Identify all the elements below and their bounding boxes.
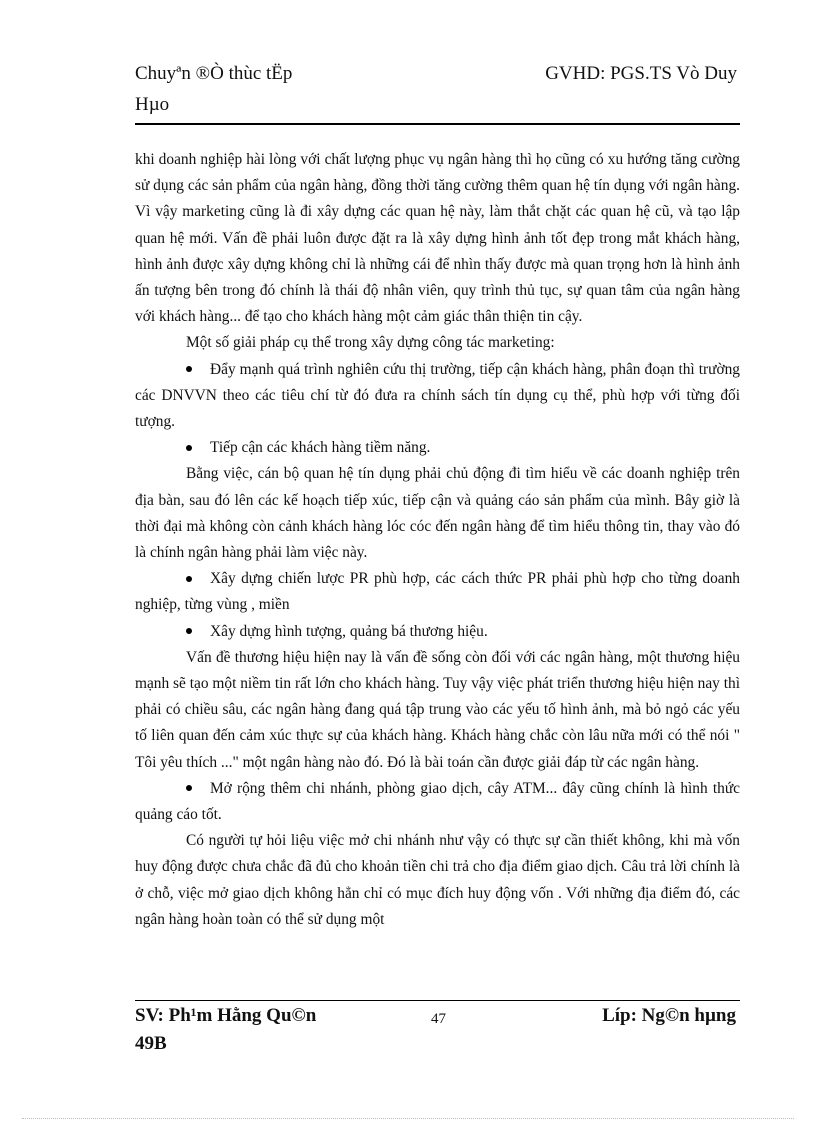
header-title-line1: Chuyªn ®Ò thùc tËp bbox=[135, 63, 293, 84]
bullet-icon bbox=[186, 366, 192, 372]
header-divider bbox=[135, 123, 740, 125]
bullet-item-1 bbox=[135, 357, 740, 436]
page-header bbox=[135, 58, 737, 122]
paragraph-3: Bằng việc, cán bộ quan hệ tín dụng phải chủ động đi tìm hiểu về các doanh nghiệp trên địa bàn, sau đó lên các kế hoạch tiếp xúc, tiếp cận và quảng cáo sản phẩm của mình. Bây giờ là thời đại mà không còn cảnh khách hàng lóc cóc đến ngân hàng để tìm hiểu thông tin, thay vào đó là chính ngân hàng phải làm việc này. bbox=[135, 465, 740, 562]
bullet-text-1: Đẩy mạnh quá trình nghiên cứu thị trường, tiếp cận khách hàng, phân đoạn thì trường các DNVVN theo các tiêu chí từ đó đưa ra chính sách tín dụng cụ thể, phù hợp với từng đối tượng. bbox=[135, 360, 740, 431]
bullet-icon bbox=[186, 628, 192, 634]
page-bottom-border bbox=[22, 1118, 794, 1119]
bullet-icon bbox=[186, 445, 192, 451]
header-title-line2: Hµo bbox=[135, 94, 170, 115]
header-advisor: GVHD: PGS.TS Vò Duy bbox=[545, 63, 737, 84]
footer-divider bbox=[135, 1000, 740, 1001]
bullet-text-3: Xây dựng chiến lược PR phù hợp, các cách thức PR phải phù hợp cho từng doanh nghiệp, từng vùng , miền bbox=[135, 570, 740, 614]
bullet-item-2 bbox=[135, 435, 740, 461]
footer-student-line1: SV: Ph¹m Hằng Qu©n bbox=[135, 1005, 317, 1026]
footer-student bbox=[135, 1002, 316, 1058]
bullet-item-5 bbox=[135, 776, 740, 828]
document-body bbox=[135, 147, 740, 933]
paragraph-2: Một số giải pháp cụ thể trong xây dựng công tác marketing: bbox=[186, 334, 555, 352]
bullet-text-2: Tiếp cận các khách hàng tiềm năng. bbox=[210, 439, 431, 457]
header-left bbox=[135, 58, 292, 120]
bullet-item-3 bbox=[135, 566, 740, 618]
paragraph-5: Có người tự hỏi liệu việc mở chi nhánh như vậy có thực sự cần thiết không, khi mà vốn huy động được chưa chắc đã đủ cho khoản tiền chi trả cho địa điểm giao dịch. Câu trả lời chính là ở chỗ, việc mở giao dịch không hẳn chỉ có mục đích huy động vốn . Với những địa điểm đó, các ngân hàng hoàn toàn có thể sử dụng một bbox=[135, 832, 740, 928]
footer-student-line2: 49B bbox=[135, 1033, 167, 1054]
bullet-icon bbox=[186, 576, 192, 582]
bullet-item-4 bbox=[135, 619, 740, 645]
footer-class: Líp: Ng©n hµng bbox=[602, 1005, 736, 1026]
bullet-text-4: Xây dựng hình tượng, quảng bá thương hiệu. bbox=[210, 622, 488, 640]
bullet-icon bbox=[186, 785, 192, 791]
paragraph-4: Vấn đề thương hiệu hiện nay là vấn đề sống còn đối với các ngân hàng, một thương hiệu mạnh sẽ tạo một niềm tin rất lớn cho khách hàng. Tuy vậy việc phát triển thương hiệu hiện nay thì phải có chiều sâu, các ngân hàng đang quá tập trung vào các yếu tố hình ảnh, mà bỏ ngỏ các yếu tố liên quan đến cảm xúc thực sự của khách hàng. Khách hàng chắc còn lâu nữa mới có thể nói " Tôi yêu thích ..." một ngân hàng nào đó. Đó là bài toán cần được giải đáp từ các ngân hàng. bbox=[135, 648, 740, 771]
bullet-text-5: Mở rộng thêm chi nhánh, phòng giao dịch, cây ATM... đây cũng chính là hình thức quảng cáo tốt. bbox=[135, 779, 740, 824]
paragraph-1: khi doanh nghiệp hài lòng với chất lượng phục vụ ngân hàng thì họ cũng có xu hướng tăng cường sử dụng các sản phẩm của ngân hàng, đồng thời tăng cường thêm quan hệ tín dụng với ngân hàng. Vì vậy marketing cũng là đi xây dựng các quan hệ này, làm thắt chặt các quan hệ cũ, và tạo lập quan hệ mới. Vấn đề phải luôn được đặt ra là xây dựng hình ảnh tốt đẹp trong mắt khách hàng, hình ảnh được xây dựng không chỉ là những cái để nhìn thấy được mà quan trọng hơn là hình ảnh ấn tượng bên trong đó chính là thái độ nhân viên, quy trình thủ tục, sự quan tâm của ngân hàng với khách hàng... để tạo cho khách hàng một cảm giác thân thiện tin cậy. bbox=[135, 151, 740, 326]
page-number: 47 bbox=[431, 1011, 446, 1027]
